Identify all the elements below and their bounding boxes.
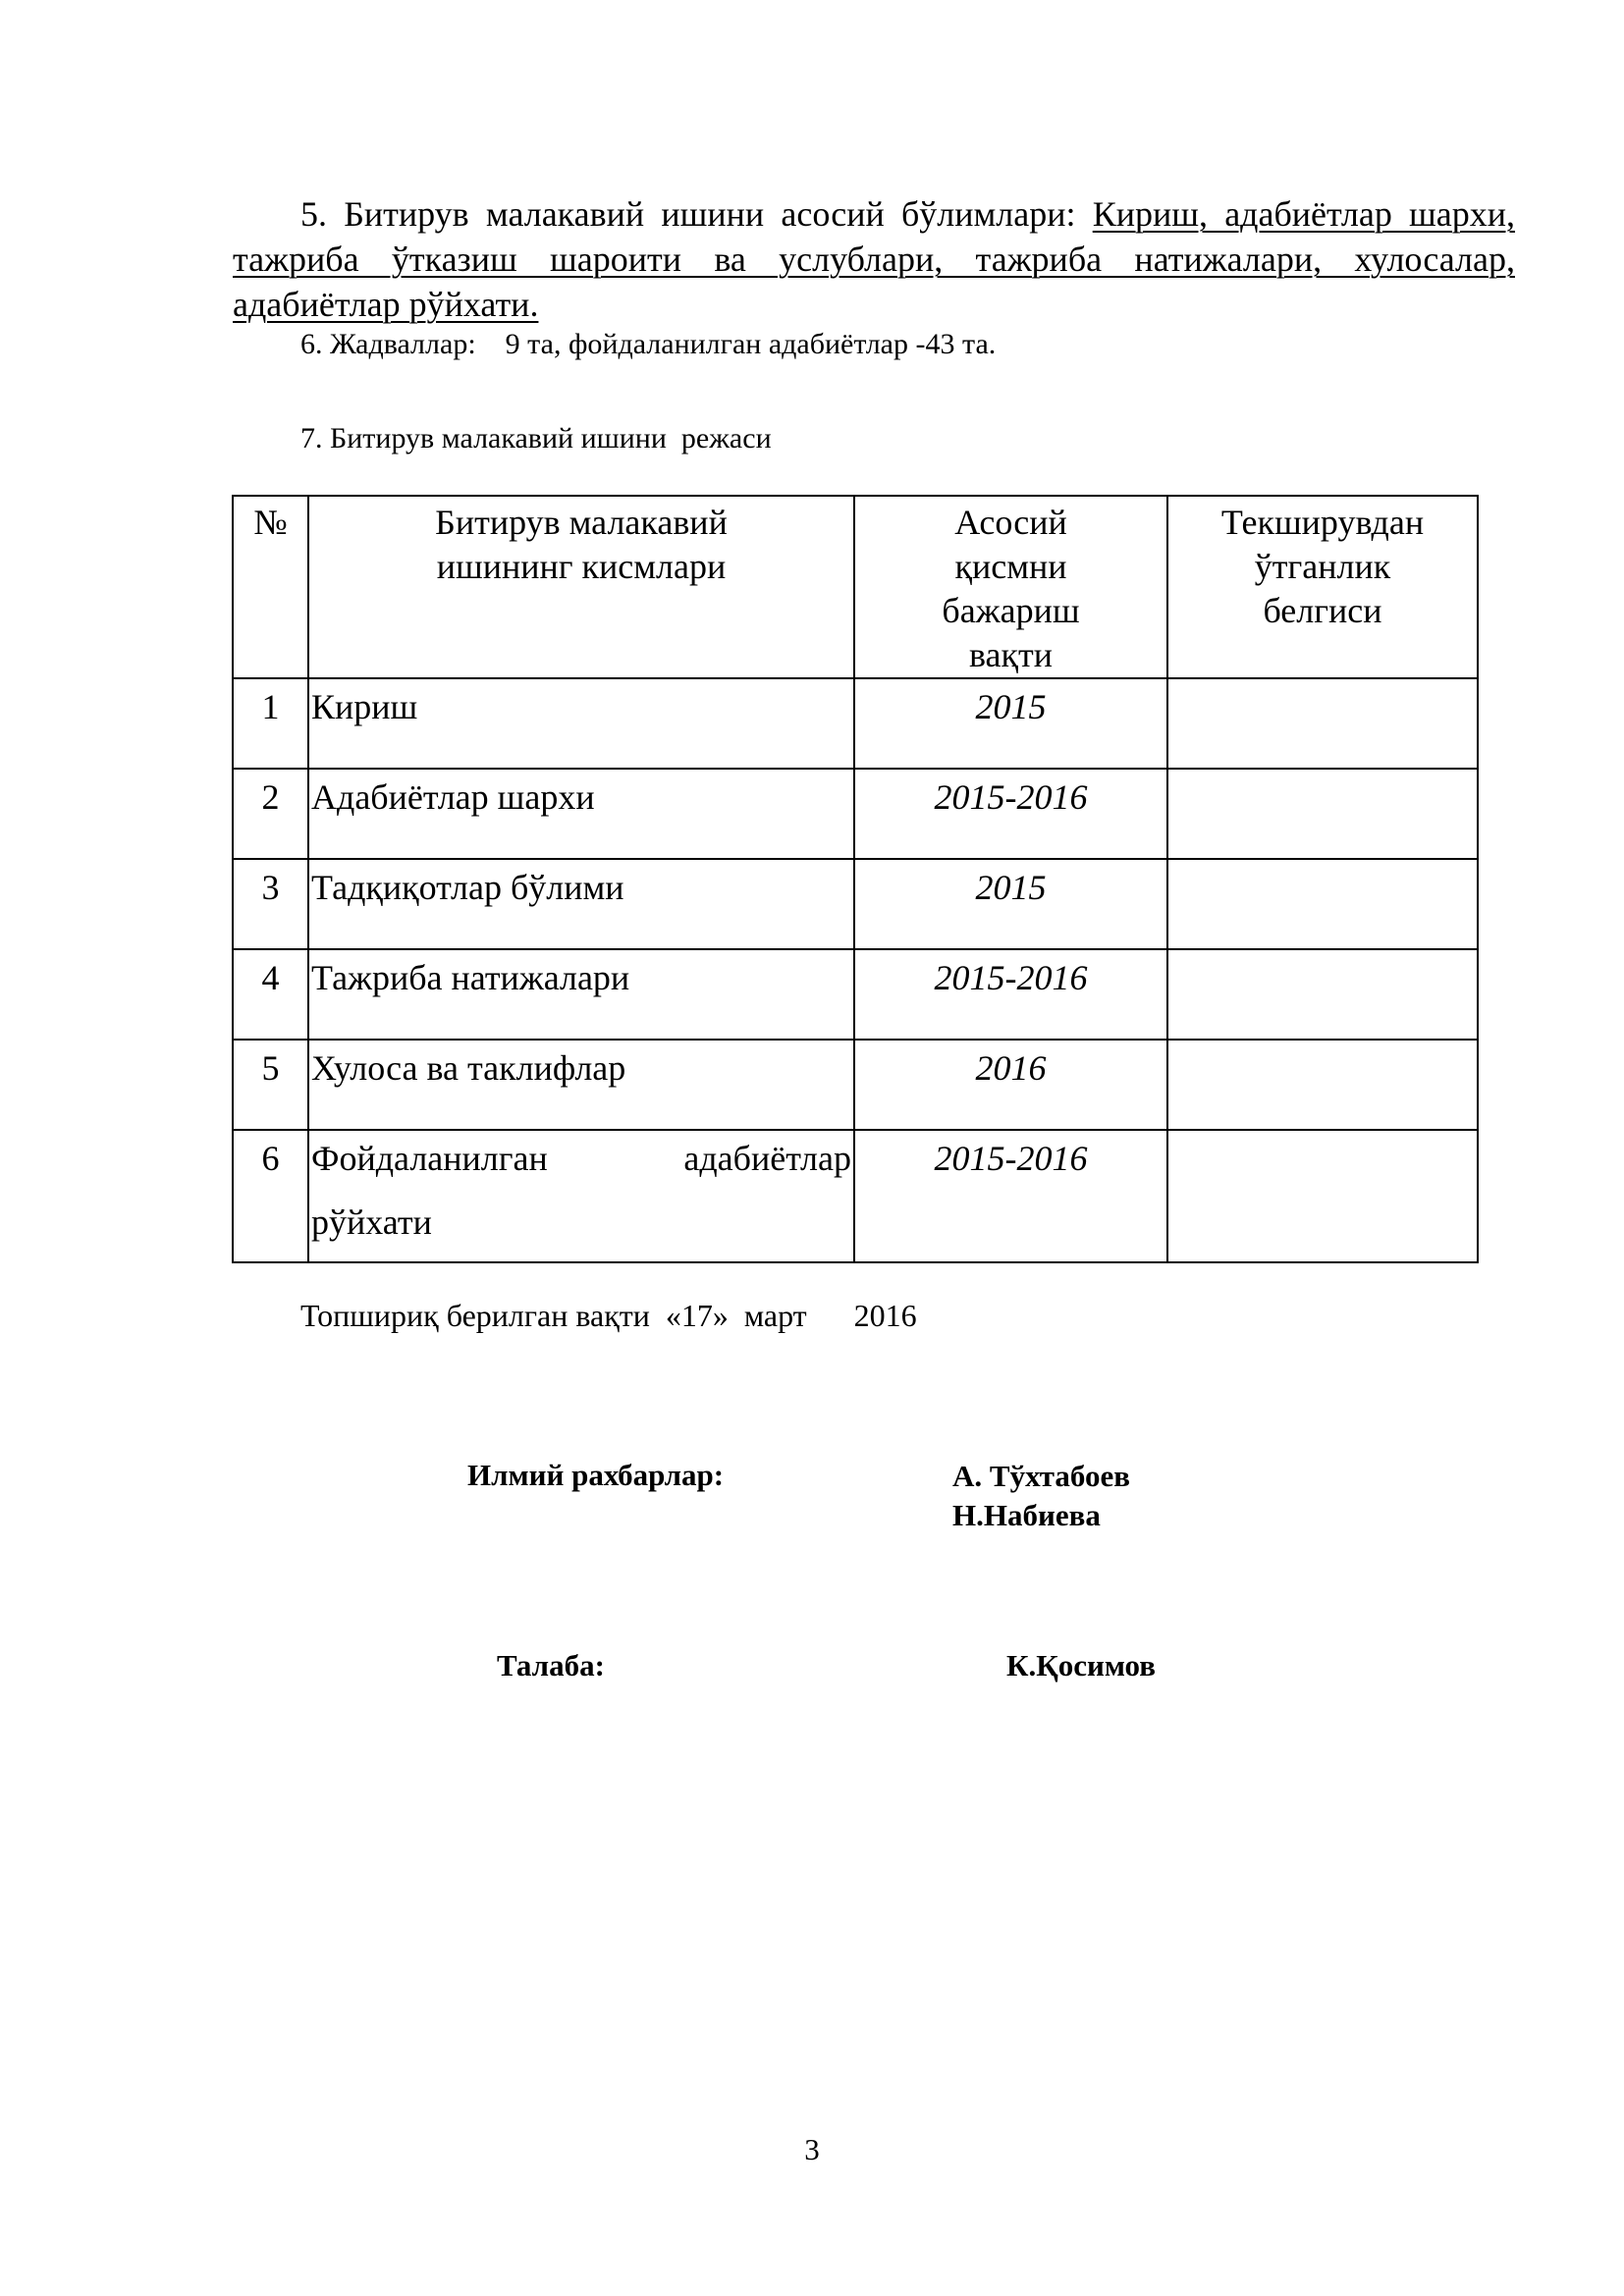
row-time: 2015-2016 [854, 949, 1167, 1040]
supervisor-name: А. Тўхтабоев [952, 1459, 1130, 1493]
table-row [233, 949, 1478, 1040]
table-row [233, 769, 1478, 859]
row-time: 2015-2016 [854, 1130, 1167, 1262]
row-number: 3 [233, 859, 308, 949]
row-time: 2016 [854, 1040, 1167, 1130]
row-check [1167, 949, 1478, 1040]
row-check [1167, 859, 1478, 949]
row-number: 5 [233, 1040, 308, 1130]
row-number: 1 [233, 678, 308, 769]
row-time: 2015 [854, 859, 1167, 949]
row-check [1167, 1130, 1478, 1262]
row-part [308, 1130, 854, 1262]
section-5-label: 5. Битирув малакавий ишини асосий бўлимлари: [300, 194, 1093, 234]
header-part-text: Битирув малакавий ишининг кисмлари [435, 503, 728, 586]
table-row [233, 1040, 1478, 1130]
row-part-word-2: адабиётлар [683, 1139, 851, 1178]
row-part-word-3: рўйхати [311, 1202, 432, 1242]
row-number: 2 [233, 769, 308, 859]
section-6-line: 6. Жадваллар: 9 та, фойдаланилган адабиётлар -43 та. [300, 328, 997, 360]
row-part: Кириш [308, 678, 854, 769]
page-number: 3 [804, 2132, 820, 2166]
row-check [1167, 678, 1478, 769]
row-time: 2015-2016 [854, 769, 1167, 859]
supervisors-names [952, 1457, 1130, 1535]
row-part: Тадқиқотлар бўлими [308, 859, 854, 949]
table-header-row [233, 496, 1478, 678]
row-check [1167, 769, 1478, 859]
section-5-paragraph [233, 191, 1515, 327]
header-time-text: Асосий қисмни бажариш вақти [942, 503, 1080, 674]
supervisor-name: Н.Набиева [952, 1498, 1101, 1532]
row-number: 6 [233, 1130, 308, 1262]
table-row [233, 1130, 1478, 1262]
header-number: № [233, 496, 308, 678]
table-row [233, 859, 1478, 949]
supervisors-label: Илмий рахбарлар: [467, 1458, 725, 1492]
table-row [233, 678, 1478, 769]
row-part: Хулоса ва таклифлар [308, 1040, 854, 1130]
row-part: Тажриба натижалари [308, 949, 854, 1040]
student-label: Талаба: [497, 1648, 605, 1682]
header-time [854, 496, 1167, 678]
row-check [1167, 1040, 1478, 1130]
section-7-heading: 7. Битирув малакавий ишини режаси [300, 422, 772, 454]
row-number: 4 [233, 949, 308, 1040]
header-part [308, 496, 854, 678]
section-5-content: Кириш, адабиётлар шархи, тажриба ўтказиш шароити ва услублари, тажриба натижалари, хулосалар, адабиётлар рўйхати. [233, 194, 1516, 324]
row-part: Адабиётлар шархи [308, 769, 854, 859]
header-check [1167, 496, 1478, 678]
thesis-plan-table [232, 495, 1479, 1263]
row-time: 2015 [854, 678, 1167, 769]
assignment-date: Топшириқ берилган вақти «17» март 2016 [300, 1298, 917, 1333]
row-part-word-1: Фойдаланилган [311, 1139, 548, 1178]
header-check-text: Текширувдан ўтганлик белгиси [1220, 503, 1425, 630]
student-name: К.Қосимов [1006, 1648, 1157, 1682]
